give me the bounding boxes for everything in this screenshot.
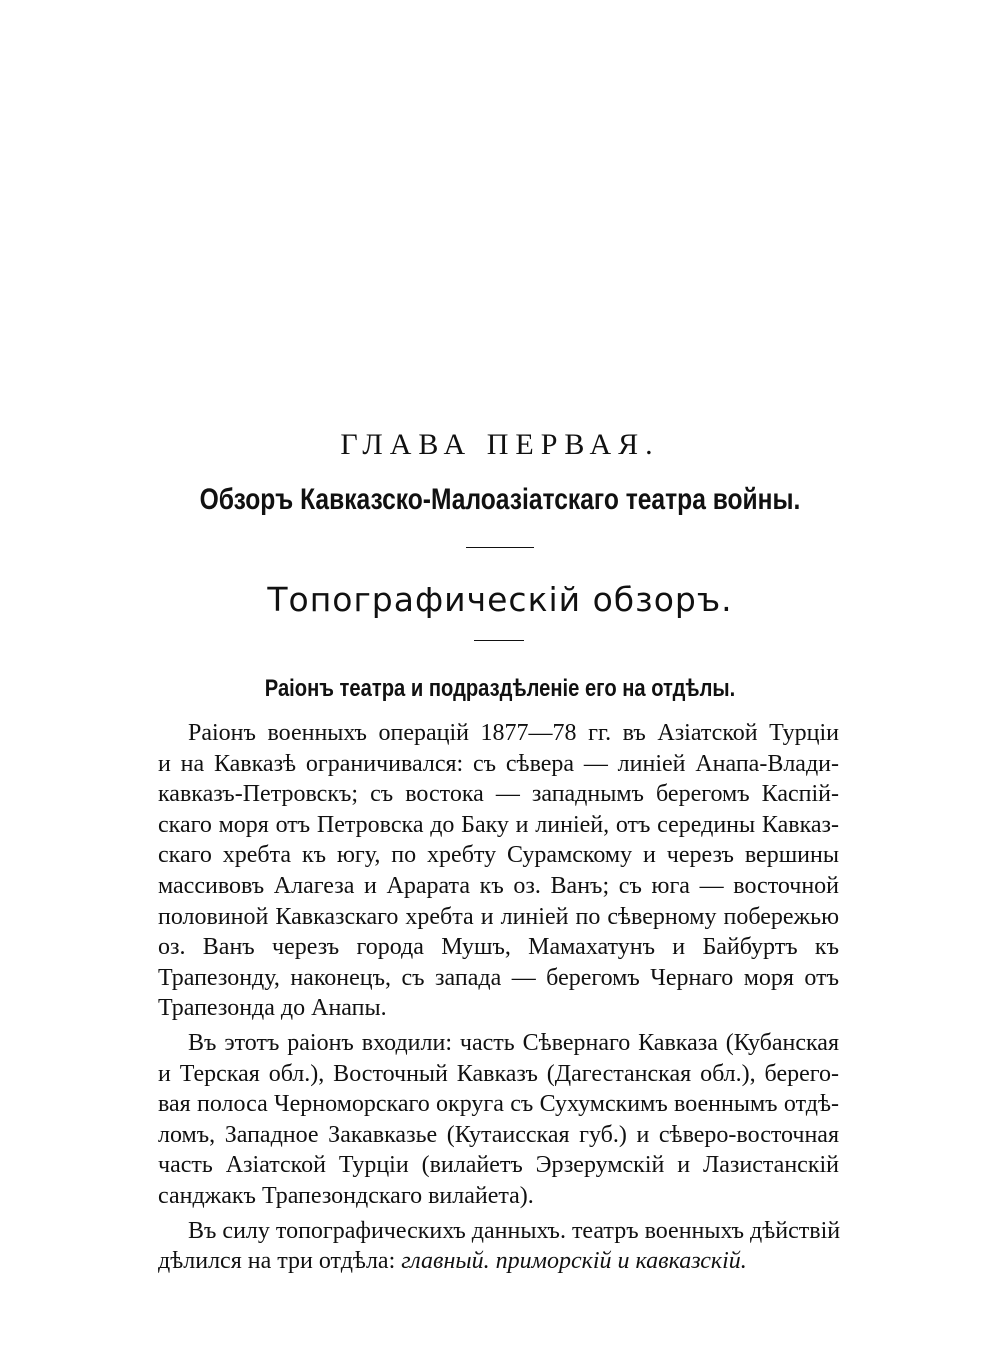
text-line: санджакъ Трапезондскаго вилайета).	[158, 1182, 534, 1209]
italic-term: кавказскій	[635, 1248, 741, 1275]
text-line: оз. Ванъ черезъ города Мушъ, Мамахатунъ и Байбуртъ къ	[158, 934, 839, 961]
divider-rule	[474, 640, 524, 641]
text-line: Трапезонду, наконецъ, съ запада — берегомъ Чернаго моря отъ	[158, 964, 839, 991]
text-line: Трапезонда до Анапы.	[158, 995, 387, 1022]
text-line: и на Кавказѣ ограничивался: съ сѣвера — линіей Анапа-Влади-	[158, 750, 839, 777]
paragraph	[158, 1028, 839, 1212]
paragraph	[158, 1216, 839, 1277]
text-line: Въ этотъ раіонъ входили: часть Сѣвернаго Кавказа (Кубанская	[188, 1029, 839, 1056]
text-line: половиной Кавказскаго хребта и линіей по сѣверному побережью	[158, 903, 839, 930]
italic-term: и	[617, 1248, 630, 1275]
text-line: Раіонъ военныхъ операцій 1877—78 гг. въ Азіатской Турціи	[188, 720, 839, 746]
body-text	[158, 718, 839, 1277]
text-line: кавказъ-Петровскъ; съ востока — западнымъ берегомъ Каспій-	[158, 781, 839, 808]
text-line: скаго хребта къ югу, по хребту Сурамскому и черезъ вершины	[158, 842, 839, 869]
italic-term: главный	[401, 1248, 484, 1275]
text-line	[158, 1246, 839, 1277]
section-title: Топографическій обзоръ.	[267, 580, 733, 619]
text-line: ломъ, Западное Закавказье (Кутаисская губ.) и сѣверо-восточная	[158, 1121, 839, 1148]
text-line: часть Азіатской Турціи (вилайетъ Эрзерумскій и Лазистанскій	[158, 1152, 839, 1179]
chapter-label: ГЛАВА ПЕРВАЯ.	[340, 428, 660, 461]
text-line: Въ силу топографическихъ данныхъ. театръ военныхъ дѣйствій	[188, 1217, 841, 1244]
text-line: вая полоса Черноморскаго округа съ Сухумскимъ военнымъ отдѣ-	[158, 1091, 839, 1118]
text-line: скаго моря отъ Петровска до Баку и линіей, отъ середины Кавказ-	[158, 811, 839, 838]
italic-term: .	[740, 1248, 747, 1275]
italic-term: приморскій	[495, 1248, 612, 1275]
italic-term: .	[483, 1248, 490, 1275]
text-line: массивовъ Алагеза и Арарата къ оз. Ванъ; съ юга — восточной	[158, 872, 839, 899]
chapter-title: Обзоръ Кавказско-Малоазіатскаго театра войны.	[199, 483, 801, 516]
subsection-title: Раіонъ театра и подраздѣленіе его на отдѣлы.	[264, 675, 736, 702]
text-line: и Терская обл.), Восточный Кавказъ (Дагестанская обл.), берего-	[158, 1060, 839, 1087]
text-fragment: дѣлился на три отдѣла:	[158, 1248, 396, 1275]
divider-rule	[466, 547, 534, 548]
paragraph	[158, 718, 839, 1024]
